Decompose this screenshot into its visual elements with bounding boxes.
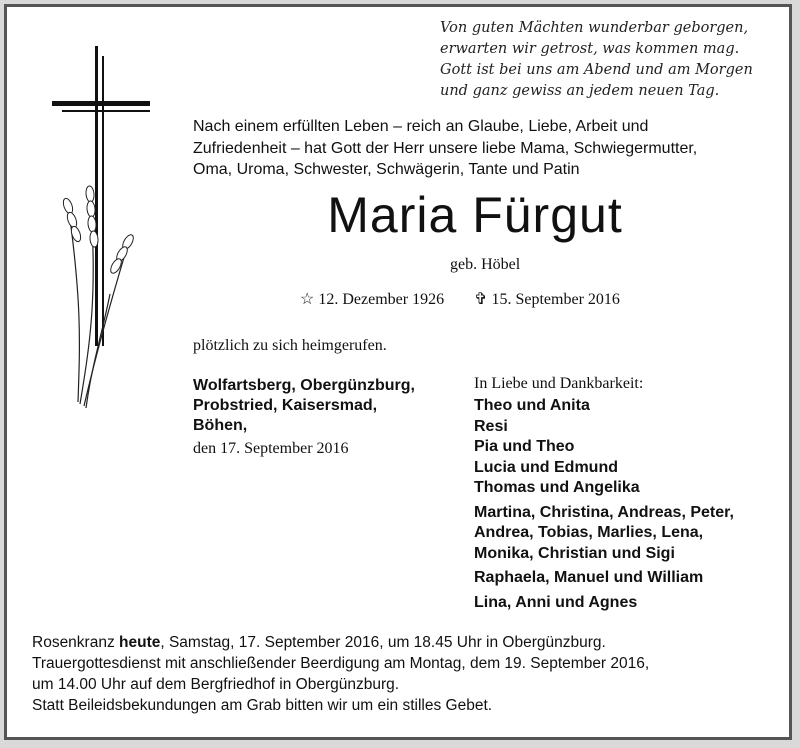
rosary-line [32, 632, 649, 653]
mourner-row: Pia und Theo [474, 438, 575, 455]
verse [440, 18, 753, 102]
intro-line: Oma, Uroma, Schwester, Schwägerin, Tante und Patin [193, 161, 580, 178]
place-line: Wolfartsberg, Obergünzburg, [193, 377, 415, 394]
verse-line: erwarten wir getrost, was kommen mag. [440, 41, 740, 57]
footer [32, 632, 649, 716]
mourner-row: Lucia und Edmund [474, 458, 618, 476]
great-grandchildren-row: Raphaela, Manuel und William [474, 569, 704, 586]
rosary-highlight: heute [119, 634, 161, 651]
death-date: ✞ 15. September 2016 [474, 291, 620, 308]
mourner-row: Theo und Anita [474, 397, 590, 414]
service-line: um 14.00 Uhr auf dem Bergfriedhof in Obergünzburg. [32, 676, 400, 693]
places [193, 376, 415, 436]
request-line: Statt Beileidsbekundungen am Grab bitten wir um ein stilles Gebet. [32, 697, 493, 714]
rosary-prefix: Rosenkranz [32, 634, 120, 651]
mourner-row: Resi [474, 417, 508, 435]
deceased-name: Maria Fürgut [327, 187, 623, 243]
place-line: Probstried, Kaisersmad, [193, 397, 378, 414]
place-date: den 17. September 2016 [193, 440, 349, 457]
life-dates [300, 289, 620, 309]
grandchildren-row: Monika, Christian und Sigi [474, 544, 675, 562]
maiden-name: geb. Höbel [450, 256, 521, 273]
great-grandchildren-row: Lina, Anni und Agnes [474, 593, 638, 611]
intro-line: Nach einem erfüllten Leben – reich an Glaube, Liebe, Arbeit und [193, 118, 649, 135]
intro-line: Zufriedenheit – hat Gott der Herr unsere liebe Mama, Schwiegermutter, [193, 139, 698, 157]
grandchildren-row: Martina, Christina, Andreas, Peter, [474, 503, 734, 521]
verse-line: Gott ist bei uns am Abend und am Morgen [440, 62, 753, 78]
intro-text [193, 116, 697, 181]
called-home-text: plötzlich zu sich heimgerufen. [193, 337, 387, 354]
mourner-row: Thomas und Angelika [474, 479, 640, 496]
verse-line: Von guten Mächten wunderbar geborgen, [440, 20, 749, 36]
place-line: Böhen, [193, 417, 248, 434]
verse-line: und ganz gewiss an jedem neuen Tag. [440, 83, 720, 99]
mourners [474, 375, 734, 613]
grandchildren-row: Andrea, Tobias, Marlies, Lena, [474, 524, 704, 541]
rosary-suffix: , Samstag, 17. September 2016, um 18.45 Uhr in Obergünzburg. [160, 634, 606, 651]
birth-date: ☆ 12. Dezember 1926 [300, 291, 445, 308]
mourners-heading: In Liebe und Dankbarkeit: [474, 375, 644, 392]
service-line: Trauergottesdienst mit anschließender Beerdigung am Montag, dem 19. September 2016, [32, 655, 650, 672]
